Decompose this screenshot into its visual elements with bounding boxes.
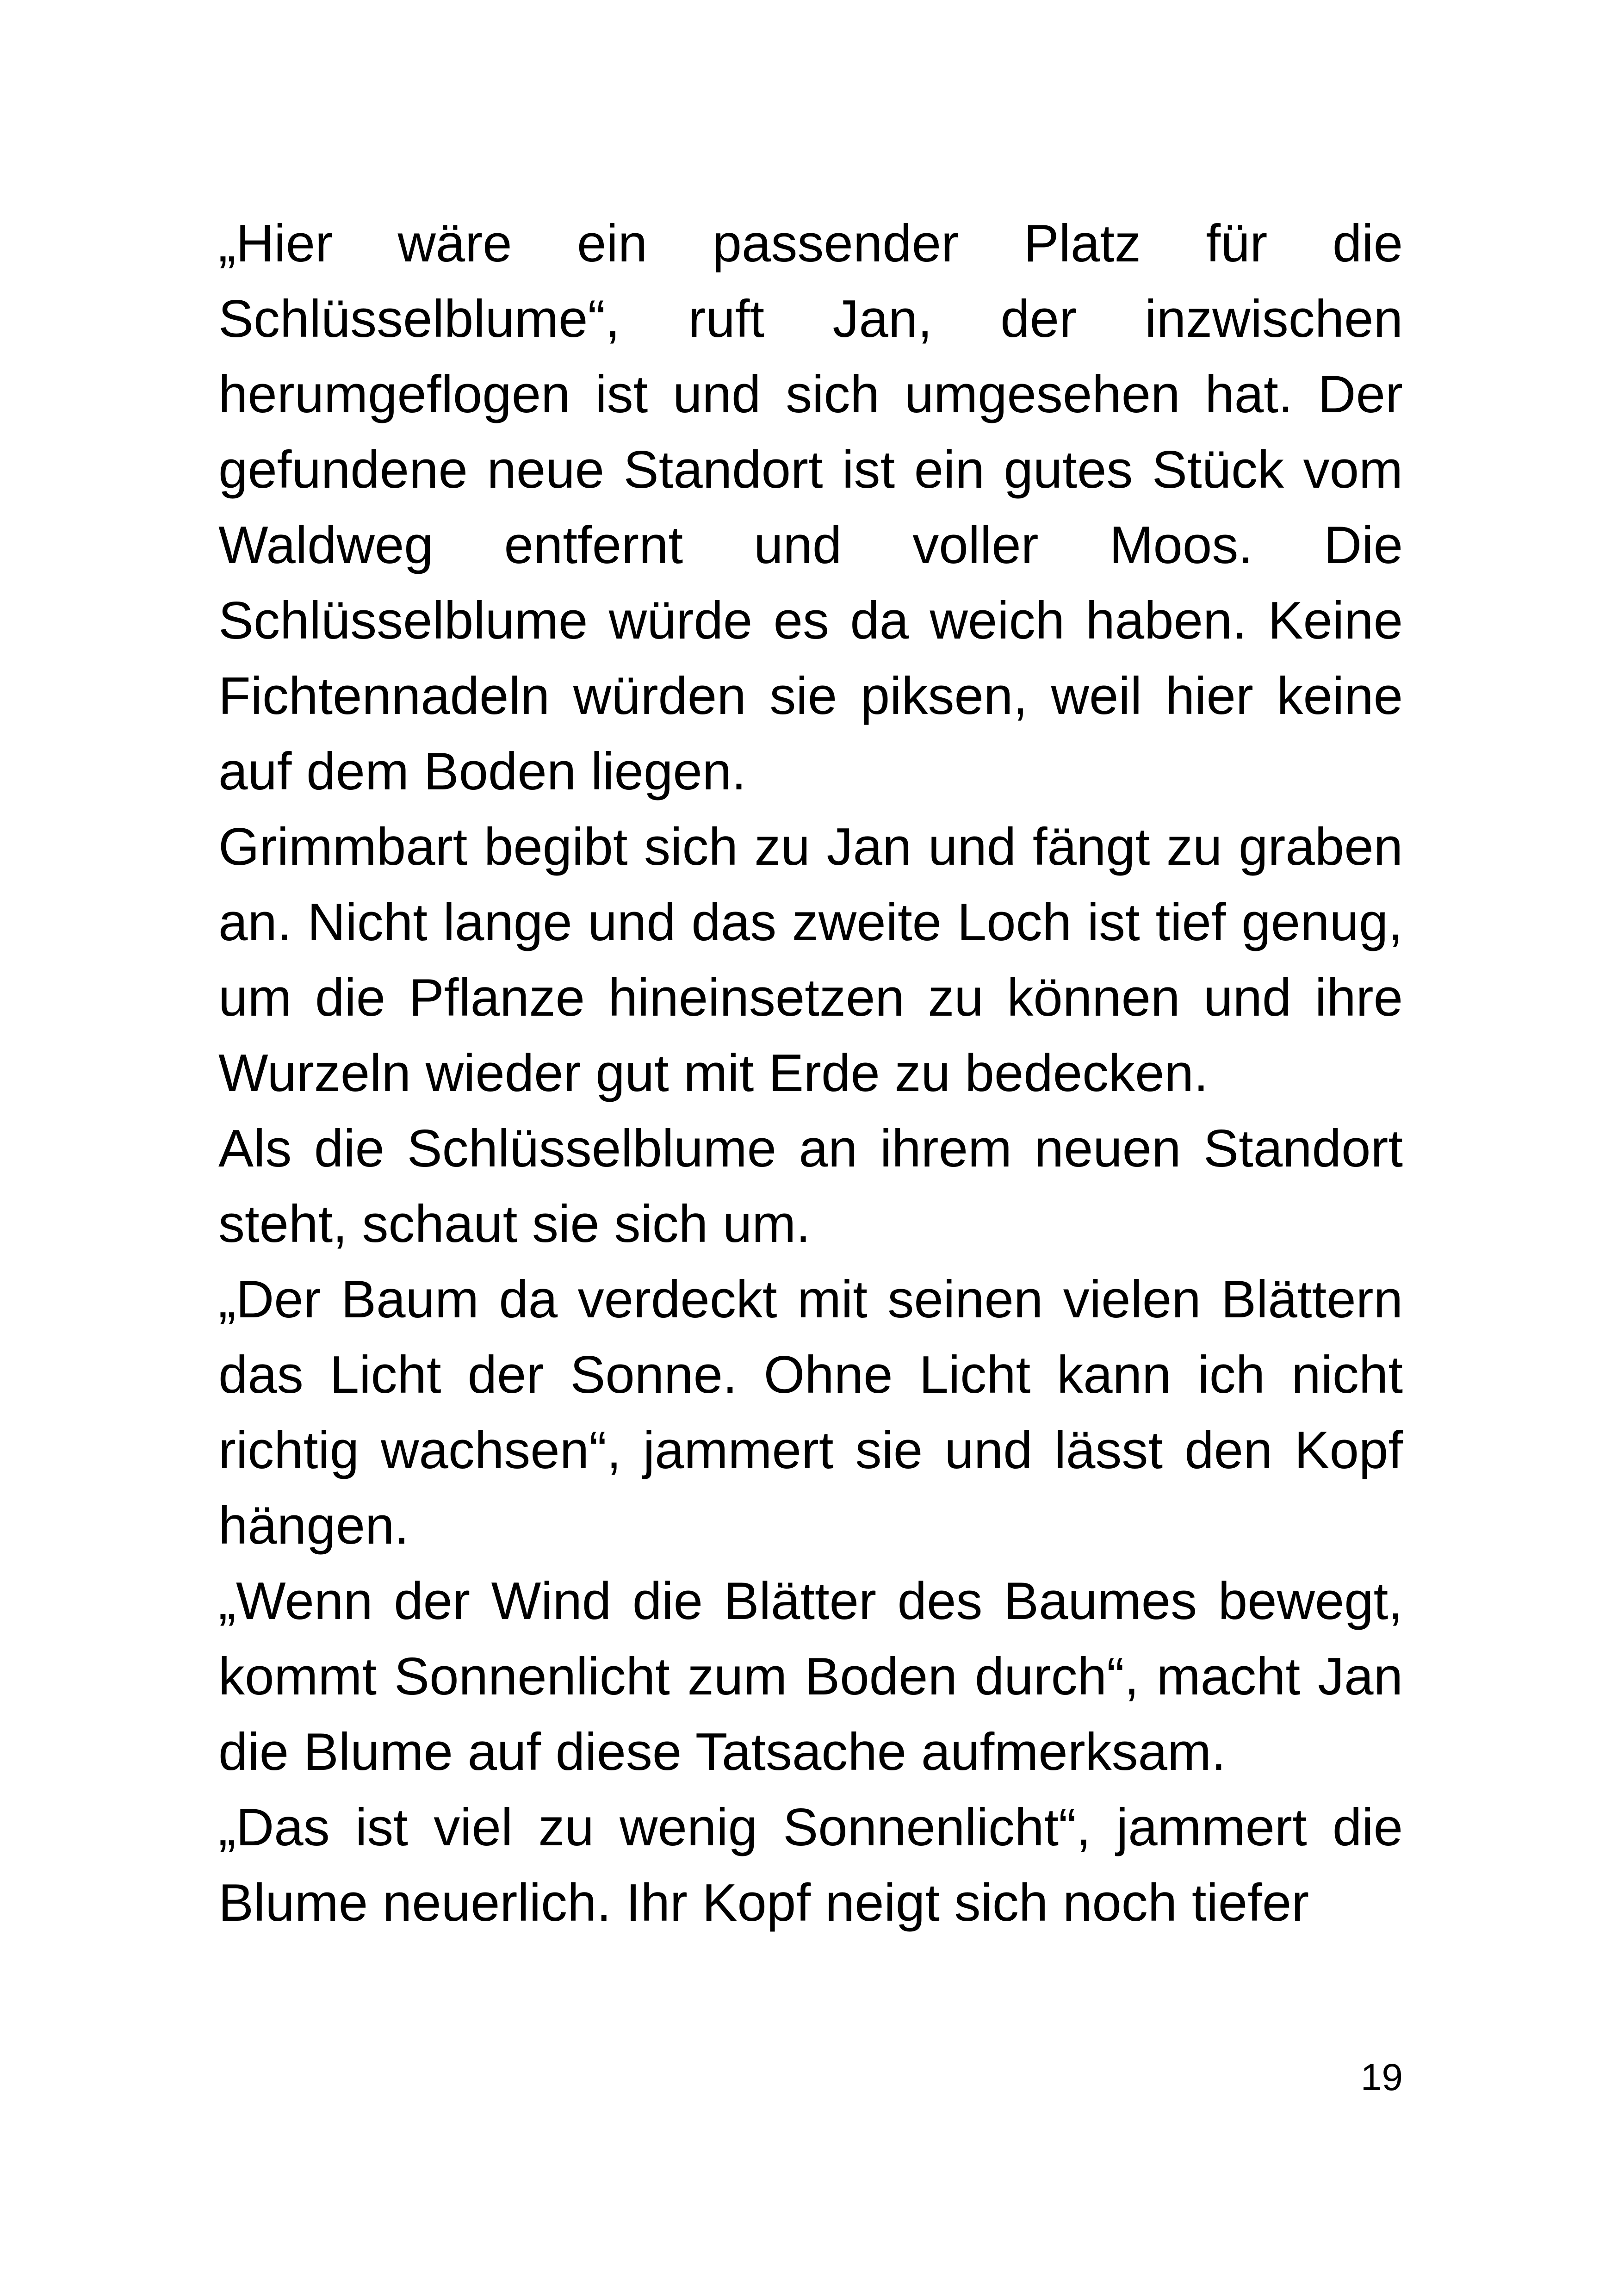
page-number: 19: [1360, 2056, 1403, 2098]
paragraph: „Der Baum da verdeckt mit seinen vielen Blättern das Licht der Sonne. Ohne Licht kann ich nicht richtig wachsen“, jammert sie und lässt den Kopf hängen.: [218, 1270, 1403, 1555]
body-text: [218, 206, 1403, 1941]
paragraph: „Wenn der Wind die Blätter des Baumes bewegt, kommt Sonnenlicht zum Boden durch“, macht Jan die Blume auf diese Tatsache aufmerksam.: [218, 1572, 1403, 1781]
paragraph: Als die Schlüsselblume an ihrem neuen Standort steht, schaut sie sich um.: [218, 1119, 1403, 1253]
paragraph: „Das ist viel zu wenig Sonnenlicht“, jammert die Blume neuerlich. Ihr Kopf neigt sich noch tiefer: [218, 1798, 1403, 1932]
paragraph: „Hier wäre ein passender Platz für die Schlüsselblume“, ruft Jan, der inzwischen herumgeflogen ist und sich umgesehen hat. Der gefundene neue Standort ist ein gutes Stück vom Waldweg entfernt und voller Moos. Die Schlüsselblume würde es da weich haben. Keine Fichtennadeln würden sie piksen, weil hier keine auf dem Boden liegen.: [218, 214, 1403, 801]
paragraph: Grimmbart begibt sich zu Jan und fängt zu graben an. Nicht lange und das zweite Loch ist tief genug, um die Pflanze hineinsetzen zu können und ihre Wurzeln wieder gut mit Erde zu bedecken.: [218, 818, 1403, 1103]
